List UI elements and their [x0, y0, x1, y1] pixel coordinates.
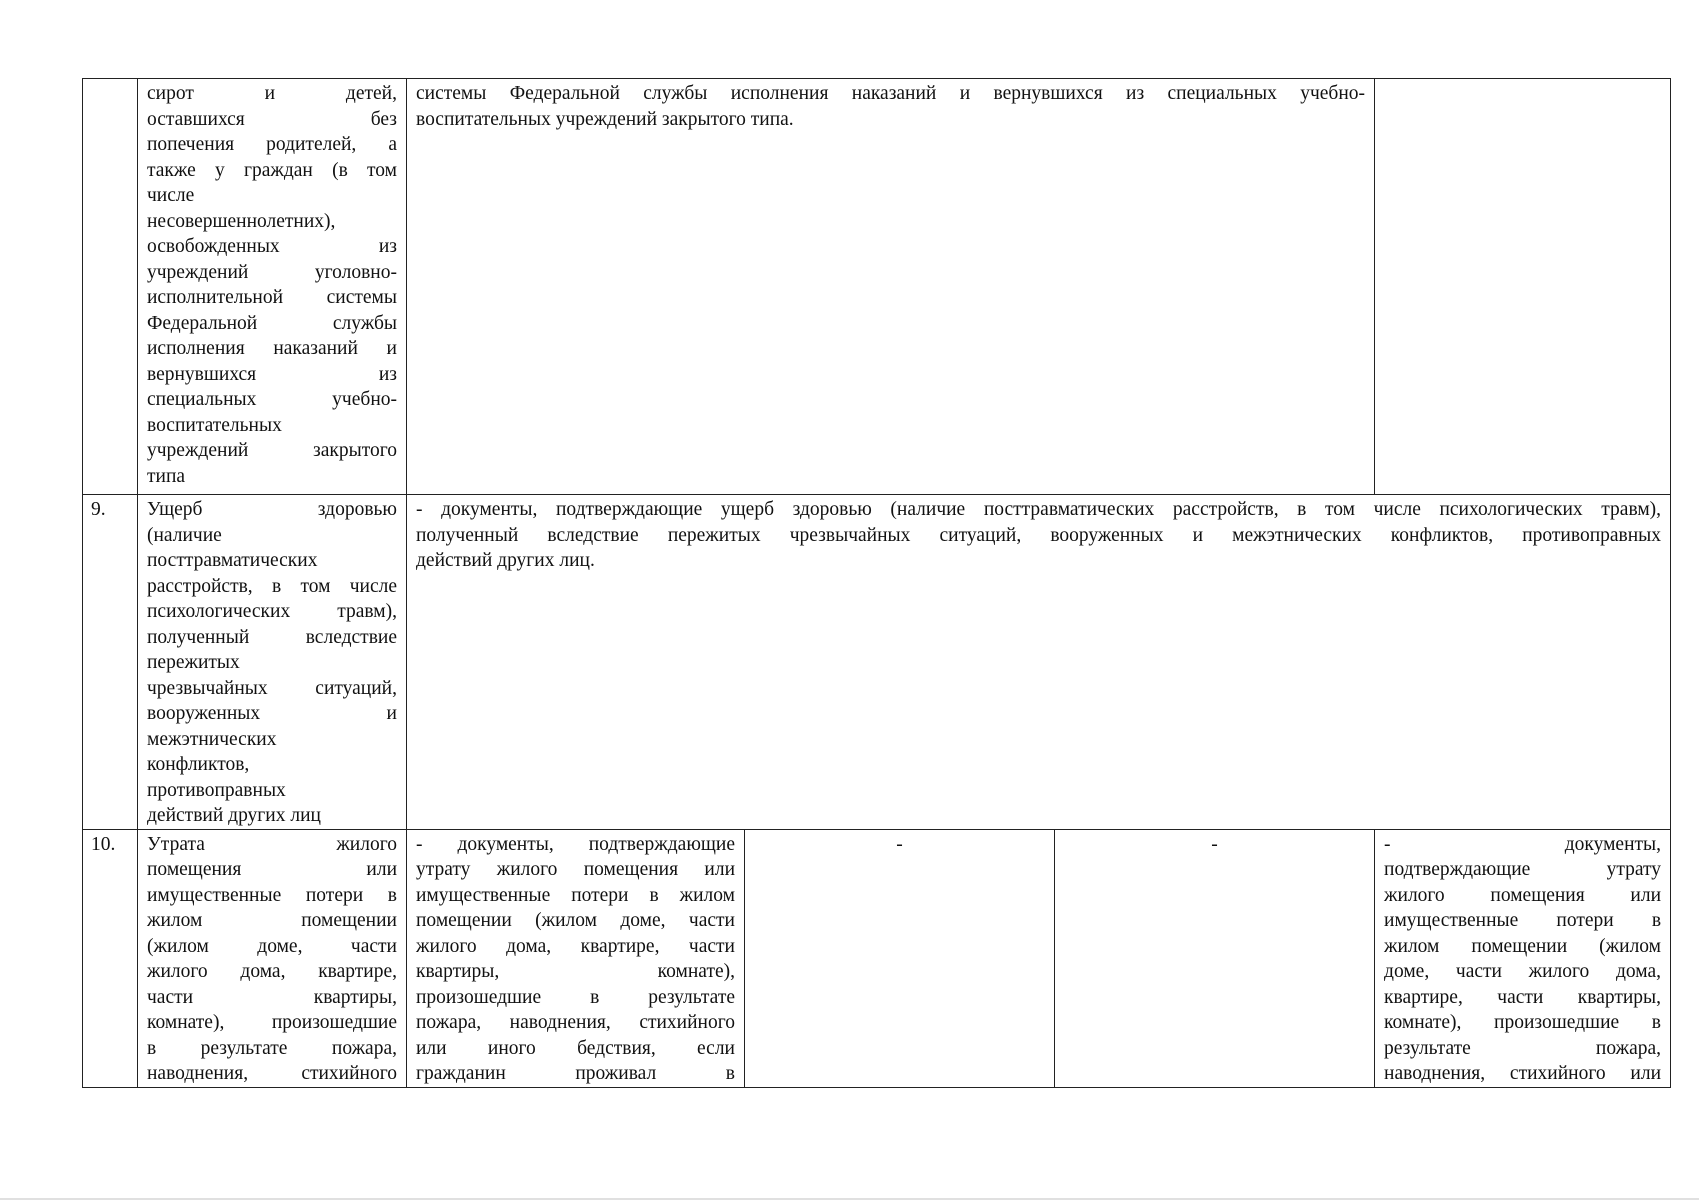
dash-cell: -	[745, 829, 1055, 1087]
text-line: или иного бедствия, если	[416, 1037, 735, 1059]
text-line: комнате), произошедшие в	[1384, 1012, 1662, 1033]
text-line: доме, части жилого дома,	[1384, 961, 1662, 982]
text-line: Федеральной службы	[147, 312, 397, 334]
text-line: результате пожара,	[1384, 1037, 1662, 1059]
text-line: числе	[147, 185, 195, 206]
row-number-cell	[83, 79, 138, 495]
text-line: освобожденных из	[147, 236, 397, 257]
text-line: также у граждан (в том	[147, 159, 397, 181]
text-line: жилом помещении (жилом	[1384, 935, 1662, 957]
text-line: квартиры, комнате),	[416, 961, 735, 982]
text-line: имущественные потери в	[1384, 910, 1662, 931]
text-line: психологических травм),	[147, 601, 397, 622]
text-line: исполнительной системы	[147, 287, 397, 308]
text-line: имущественные потери в	[147, 884, 397, 906]
text-line: - документы, подтверждающие	[416, 833, 735, 855]
text-line: пережитых	[147, 652, 240, 673]
text-line: подтверждающие утрату	[1384, 859, 1662, 880]
text-line: жилого дома, квартире,	[147, 961, 397, 982]
text-line: жилом помещении	[147, 910, 397, 931]
text-line: утрату жилого помещения или	[416, 859, 735, 880]
documents-cell	[407, 495, 1671, 830]
documents-cell	[1375, 829, 1671, 1087]
text-line: помещении (жилом доме, части	[416, 910, 735, 931]
row-number-cell: 9.	[83, 495, 138, 830]
documents-cell	[407, 829, 745, 1087]
text-line: вооруженных и	[147, 703, 397, 724]
text-line: действий других лиц.	[416, 550, 595, 571]
text-line: конфликтов,	[147, 754, 250, 775]
table-row-10	[83, 829, 1671, 1087]
text-line: пожара, наводнения, стихийного	[416, 1012, 735, 1033]
text-line: специальных учебно-	[147, 389, 397, 410]
text-line: - документы,	[1384, 833, 1662, 855]
text-line: квартире, части квартиры,	[1384, 986, 1662, 1008]
text-line: чрезвычайных ситуаций,	[147, 677, 397, 699]
category-cell	[138, 79, 407, 495]
text-line: имущественные потери в жилом	[416, 884, 735, 906]
text-line: противоправных	[147, 779, 286, 801]
table-row-9	[83, 495, 1671, 830]
text-line: межэтнических	[147, 728, 277, 750]
text-line: типа	[147, 465, 186, 487]
text-line: несовершеннолетних),	[147, 210, 336, 232]
text-line: учреждений уголовно-	[147, 261, 397, 283]
text-line: гражданин проживал в	[416, 1063, 735, 1084]
text-line: воспитательных	[147, 414, 282, 436]
text-line: сирот и детей,	[147, 83, 397, 104]
text-line: оставшихся без	[147, 108, 397, 130]
documents-cell	[407, 79, 1375, 495]
text-line: части квартиры,	[147, 986, 397, 1008]
text-line: помещения или	[147, 859, 397, 880]
text-line: Утрата жилого	[147, 833, 397, 855]
text-line: полученный вследствие	[147, 626, 397, 648]
text-line: посттравматических	[147, 550, 318, 571]
text-line: (жилом доме, части	[147, 935, 397, 957]
text-line: в результате пожара,	[147, 1037, 397, 1059]
text-line: жилого дома, квартире, части	[416, 935, 735, 957]
text-line: расстройств, в том числе	[147, 575, 397, 597]
text-line: учреждений закрытого	[147, 440, 397, 461]
text-line: полученный вследствие пережитых чрезвычайных ситуаций, вооруженных и межэтнических конфликтов, противоправных	[416, 524, 1662, 546]
text-line: воспитательных учреждений закрытого типа.	[416, 108, 794, 130]
text-line: системы Федеральной службы исполнения наказаний и вернувшихся из специальных учебно-	[416, 83, 1366, 104]
text-line: комнате), произошедшие	[147, 1012, 397, 1033]
text-line: наводнения, стихийного или	[1384, 1063, 1662, 1084]
document-table	[82, 78, 1671, 1088]
text-line: попечения родителей, а	[147, 134, 397, 155]
text-line: исполнения наказаний и	[147, 338, 397, 359]
text-line: (наличие	[147, 524, 222, 546]
empty-cell	[1375, 79, 1671, 495]
text-line: наводнения, стихийного	[147, 1063, 397, 1084]
row-number-cell: 10.	[83, 829, 138, 1087]
table-row-continuation	[83, 79, 1671, 495]
text-line: - документы, подтверждающие ущерб здоровью (наличие посттравматических расстройств, в том числе психологических травм),	[416, 499, 1662, 520]
category-cell	[138, 495, 407, 830]
dash-cell: -	[1055, 829, 1375, 1087]
text-line: Ущерб здоровью	[147, 499, 397, 520]
text-line: вернувшихся из	[147, 363, 397, 385]
text-line: действий других лиц	[147, 805, 321, 826]
text-line: жилого помещения или	[1384, 884, 1662, 906]
category-cell	[138, 829, 407, 1087]
text-line: произошедшие в результате	[416, 986, 735, 1008]
